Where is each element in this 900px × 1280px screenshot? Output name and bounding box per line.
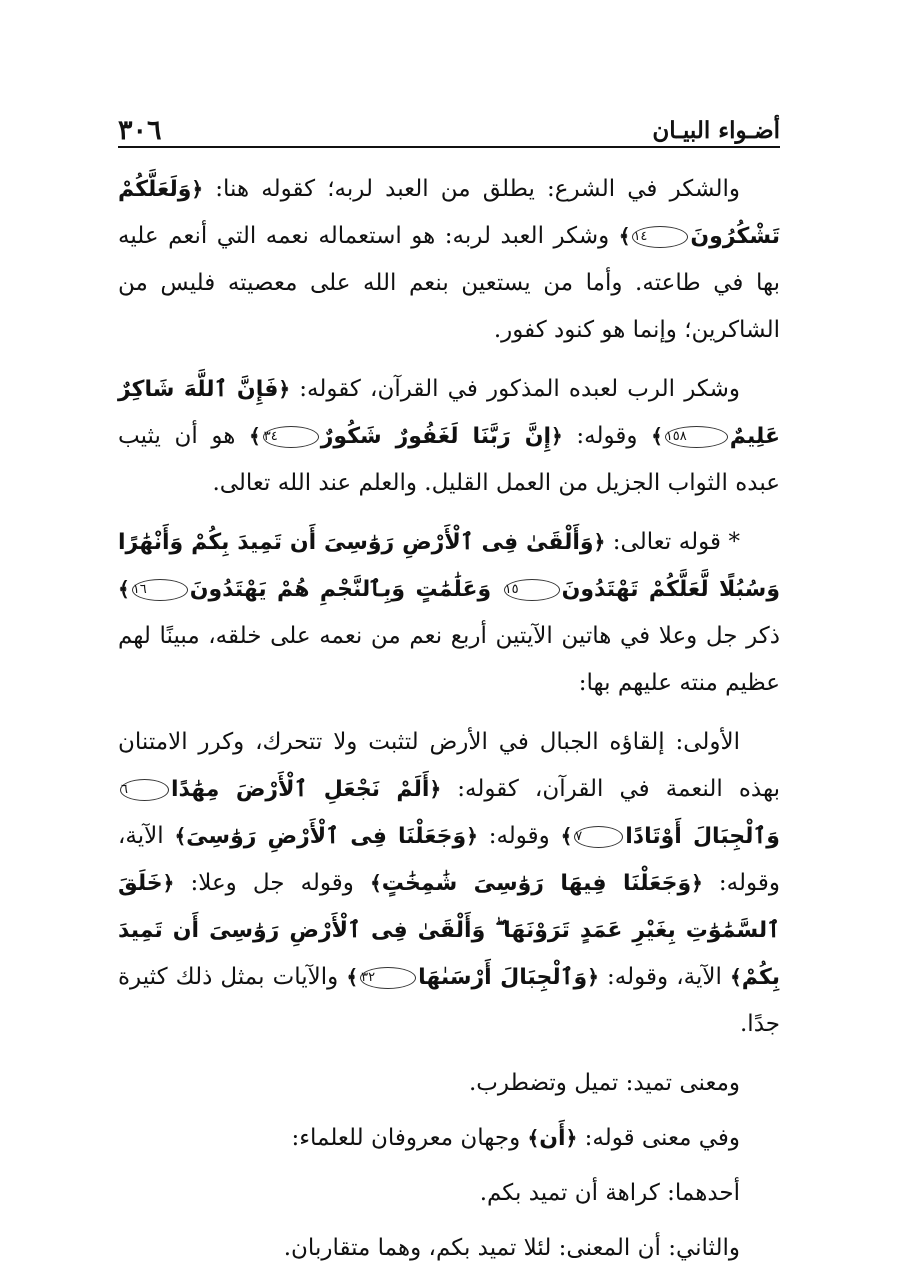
- body-text-run: وقوله:: [477, 823, 561, 849]
- body-text-run: وفي معنى قوله:: [577, 1125, 740, 1151]
- quran-verse: وَٱلْجِبَالَ أَرْسَىٰهَا: [418, 965, 588, 990]
- ayah-number-marker: ٧: [574, 826, 623, 848]
- paragraph: [118, 519, 780, 707]
- quran-verse: خَلَقَ ٱلسَّمَٰوَٰتِ بِغَيْرِ عَمَدٍ تَرَوْنَهَا ۖ وَأَلْقَىٰ فِى ٱلْأَرْضِ رَوَٰسِىَ أَن تَمِيدَ بِكُمْ: [118, 871, 781, 990]
- quran-verse: أَلَمْ نَجْعَلِ ٱلْأَرْضَ مِهَٰدًا: [170, 777, 430, 802]
- body-text-run: وجهان معروفان للعلماء:: [291, 1125, 528, 1151]
- quran-close-bracket: ﴾: [560, 824, 573, 848]
- quran-close-bracket: ﴾: [370, 871, 382, 895]
- quran-close-bracket: ﴾: [729, 965, 742, 989]
- paragraph: [118, 366, 780, 507]
- paragraph: [118, 1060, 780, 1107]
- body-text-run: أحدهما: كراهة أن تميد بكم.: [479, 1180, 740, 1206]
- paragraph: [118, 1225, 780, 1272]
- quran-open-bracket: ﴿: [162, 871, 175, 895]
- body-text-run: الآية، وقوله:: [118, 823, 780, 896]
- quran-verse: وَأَلْقَىٰ فِى ٱلْأَرْضِ رَوَٰسِىَ أَن تَمِيدَ بِكُمْ وَأَنْهَٰرًا وَسُبُلًا لَّعَلَّكُمْ تَهْتَدُونَ: [118, 530, 780, 602]
- quran-verse: فَإِنَّ ٱللَّهَ شَاكِرٌ عَلِيمٌ: [118, 377, 780, 449]
- book-page: [118, 0, 780, 1271]
- body-text-run: وقوله:: [562, 423, 652, 449]
- body-text: [118, 166, 780, 1280]
- quran-open-bracket: ﴿: [191, 177, 204, 201]
- quran-close-bracket: ﴾: [249, 424, 261, 448]
- ayah-number-marker: ٦: [120, 779, 169, 801]
- paragraph: [118, 1170, 780, 1217]
- quran-open-bracket: ﴿: [691, 871, 703, 895]
- body-text-run: وشكر العبد لربه: هو استعماله نعمه التي أنعم عليه بها في طاعته. وأما من يستعين بنعم الله على معصيته فليس من الشاكرين؛ وإنما هو كنود كفور.: [118, 223, 780, 343]
- quran-close-bracket: ﴾: [651, 424, 663, 448]
- running-title: أضـواء البيـان: [652, 117, 780, 144]
- quran-verse: إِنَّ رَبَّنَا لَغَفُورٌ شَكُورٌ: [320, 424, 552, 449]
- body-text-run: * قوله تعالى:: [605, 529, 740, 555]
- quran-open-bracket: ﴿: [593, 530, 606, 554]
- ayah-number-marker: ١٤: [632, 226, 688, 248]
- quran-open-bracket: ﴿: [565, 1126, 578, 1150]
- quran-open-bracket: ﴿: [466, 824, 478, 848]
- quran-verse: وَجَعَلْنَا فِيهَا رَوَٰسِىَ شَٰمِخَٰتٍ: [381, 871, 692, 896]
- ayah-number-marker: ٣٤: [263, 426, 319, 448]
- paragraph: [118, 1115, 780, 1162]
- quran-close-bracket: ﴾: [618, 224, 631, 248]
- ayah-number-marker: ١٥: [504, 579, 560, 601]
- ayah-number-marker: ١٥٨: [665, 426, 728, 448]
- body-text-run: والآيات بمثل ذلك كثيرة جدًا.: [118, 964, 780, 1037]
- body-text-run: وقوله جل وعلا:: [174, 870, 370, 896]
- quran-open-bracket: ﴿: [551, 424, 563, 448]
- body-text-run: والشكر في الشرع: يطلق من العبد لربه؛ كقوله هنا:: [203, 176, 740, 202]
- ayah-number-marker: ٣٢: [360, 967, 416, 989]
- body-text-run: والثاني: أن المعنى: لئلا تميد بكم، وهما متقاربان.: [283, 1235, 740, 1261]
- body-text-run: ومعنى تميد: تميل وتضطرب.: [468, 1070, 740, 1096]
- quran-verse: أَن: [539, 1126, 566, 1151]
- quran-close-bracket: ﴾: [527, 1126, 540, 1150]
- body-text-run: الأولى: إلقاؤه الجبال في الأرض لتثبت ولا تتحرك، وكرر الامتنان بهذه النعمة في القرآن، كقوله:: [118, 729, 780, 802]
- quran-open-bracket: ﴿: [429, 777, 442, 801]
- quran-verse: وَٱلْجِبَالَ أَوْتَادًا: [625, 824, 780, 849]
- quran-close-bracket: ﴾: [118, 577, 130, 601]
- body-text-run: وشكر الرب لعبده المذكور في القرآن، كقوله:: [290, 376, 740, 402]
- body-text-run: ذكر جل وعلا في هاتين الآيتين أربع نعم من نعمه على خلقه، مبينًا لهم عظيم منته عليهم بها:: [118, 623, 780, 696]
- quran-open-bracket: ﴿: [278, 377, 291, 401]
- paragraph: [118, 166, 780, 354]
- quran-open-bracket: ﴿: [587, 965, 599, 989]
- body-text-run: هو أن يثيب عبده الثواب الجزيل من العمل القليل. والعلم عند الله تعالى.: [118, 423, 780, 496]
- page-header: [118, 108, 780, 148]
- quran-verse: وَجَعَلْنَا فِى ٱلْأَرْضِ رَوَٰسِىَ: [186, 824, 467, 849]
- quran-close-bracket: ﴾: [346, 965, 359, 989]
- quran-close-bracket: ﴾: [174, 824, 187, 848]
- quran-verse: وَعَلَٰمَٰتٍ وَبِٱلنَّجْمِ هُمْ يَهْتَدُونَ: [189, 577, 502, 602]
- ayah-number-marker: ١٦: [132, 579, 188, 601]
- body-text-run: الآية، وقوله:: [598, 964, 730, 990]
- header-rule: [118, 146, 780, 148]
- quran-verse: وَلَعَلَّكُمْ تَشْكُرُونَ: [118, 177, 780, 249]
- paragraph: [118, 719, 780, 1048]
- page-number: ٣٠٦: [118, 115, 162, 146]
